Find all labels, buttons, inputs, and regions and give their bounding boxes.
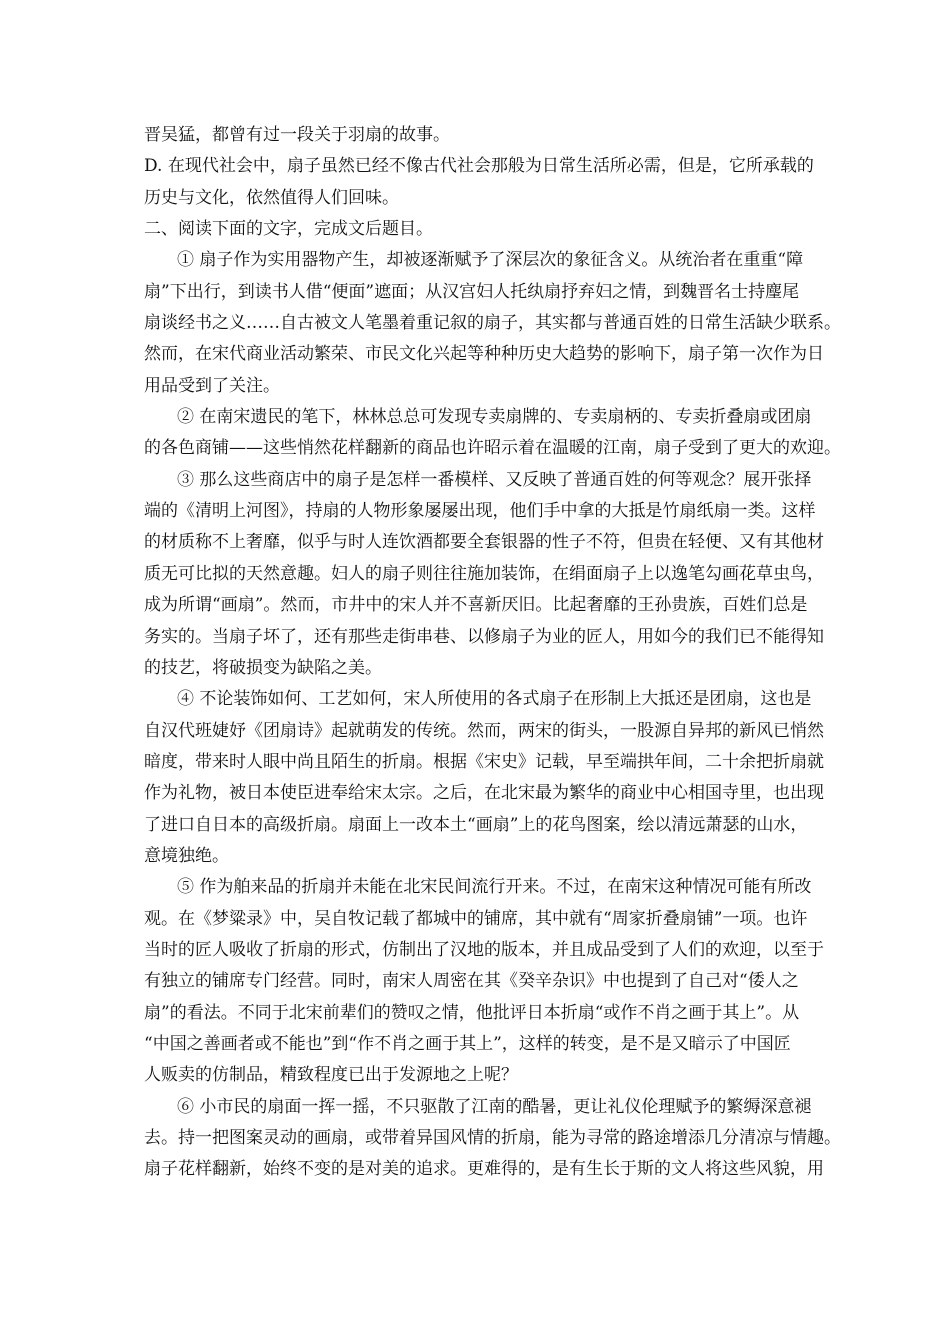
text-line: 扇谈经书之义……自古被文人笔墨着重记叙的扇子，其实都与普通百姓的日常生活缺少联系。 [144,313,841,334]
text-line: 质无可比拟的天然意趣。妇人的扇子则往往施加装饰，在绢面扇子上以逸笔勾画花草虫鸟， [144,563,824,584]
text-line: 端的《清明上河图》，持扇的人物形象屡屡出现，他们手中拿的大抵是竹扇纸扇一类。这样 [144,501,816,522]
text-line: 扇”下出行，到读书人借“便面”遮面；从汉宫妇人托纨扇抒弃妇之情，到魏晋名士持麈尾 [144,281,800,302]
text-line: ④ 不论装饰如何、工艺如何，宋人所使用的各式扇子在形制上大抵还是团扇，这也是 [177,689,812,710]
text-line: 观。在《梦粱录》中，吴自牧记载了都城中的铺席，其中就有“周家折叠扇铺”一项。也许 [144,908,808,929]
text-line: 了进口自日本的高级折扇。扇面上一改本土“画扇”上的花鸟图案，绘以清远萧瑟的山水， [144,814,808,835]
text-line: 扇”的看法。不同于北宋前辈们的赞叹之情，他批评日本折扇“或作不肖之画于其上”。从 [144,1002,800,1023]
document-page [144,120,841,1186]
text-line: 晋吴猛，都曾有过一段关于羽扇的故事。 [144,125,450,145]
text-line: ① 扇子作为实用器物产生，却被逐渐赋予了深层次的象征含义。从统治者在重重“障 [177,250,804,271]
text-line: D. 在现代社会中，扇子虽然已经不像古代社会那般为日常生活所必需，但是，它所承载的 [144,156,814,177]
text-line: 用品受到了关注。 [144,375,280,396]
text-line: ⑤ 作为舶来品的折扇并未能在北宋民间流行开来。不过，在南宋这种情况可能有所改 [177,877,812,898]
text-line: 二、阅读下面的文字，完成文后题目。 [144,219,433,240]
text-line: 的材质称不上奢靡，似乎与时人连饮酒都要全套银器的性子不符，但贵在轻便、又有其他材 [144,532,824,553]
text-line: 成为所谓“画扇”。然而，市井中的宋人并不喜新厌旧。比起奢靡的王孙贵族，百姓们总是 [144,595,808,616]
text-line: 作为礼物，被日本使臣进奉给宋太宗。之后，在北宋最为繁华的商业中心相国寺里，也出现 [144,783,824,804]
text-line: 去。持一把图案灵动的画扇，或带着异国风情的折扇，能为寻常的路途增添几分清凉与情趣。 [144,1128,841,1148]
text-line: 自汉代班婕妤《团扇诗》起就萌发的传统。然而，两宋的街头，一股源自异邦的新风已悄然 [144,720,824,741]
text-line: ⑥ 小市民的扇面一挥一摇，不只驱散了江南的酷暑，更让礼仪伦理赋予的繁缛深意褪 [177,1096,812,1117]
text-line: 务实的。当扇子坏了，还有那些走街串巷、以修扇子为业的匠人，用如今的我们已不能得知 [144,626,824,647]
text-line: 暗度，带来时人眼中尚且陌生的折扇。根据《宋史》记载，早至端拱年间，二十余把折扇就 [144,751,824,772]
text-line: 的技艺，将破损变为缺陷之美。 [144,657,382,678]
text-line: 当时的匠人吸收了折扇的形式，仿制出了汉地的版本，并且成品受到了人们的欢迎，以至于 [144,939,824,960]
text-line: 然而，在宋代商业活动繁荣、市民文化兴起等种种历史大趋势的影响下，扇子第一次作为日 [144,344,824,365]
text-line: “中国之善画者或不能也”到“作不肖之画于其上”，这样的转变，是不是又暗示了中国匠 [144,1033,791,1054]
text-line: 扇子花样翻新，始终不变的是对美的追求。更难得的，是有生长于斯的文人将这些风貌，用 [144,1159,824,1180]
text-line: 历史与文化，依然值得人们回味。 [144,187,399,208]
text-line: ③ 那么这些商店中的扇子是怎样一番模样、又反映了普通百姓的何等观念？展开张择 [177,469,812,490]
text-line: 的各色商铺——这些悄然花样翻新的商品也许昭示着在温暖的江南，扇子受到了更大的欢迎。 [144,438,841,459]
text-line: 意境独绝。 [144,845,229,866]
text-line: ② 在南宋遗民的笔下，林林总总可发现专卖扇牌的、专卖扇柄的、专卖折叠扇或团扇 [177,407,812,428]
text-line: 有独立的铺席专门经营。同时，南宋人周密在其《癸辛杂识》中也提到了自己对“倭人之 [144,971,799,992]
text-line: 人贩卖的仿制品，精致程度已出于发源地之上呢？ [144,1065,518,1086]
